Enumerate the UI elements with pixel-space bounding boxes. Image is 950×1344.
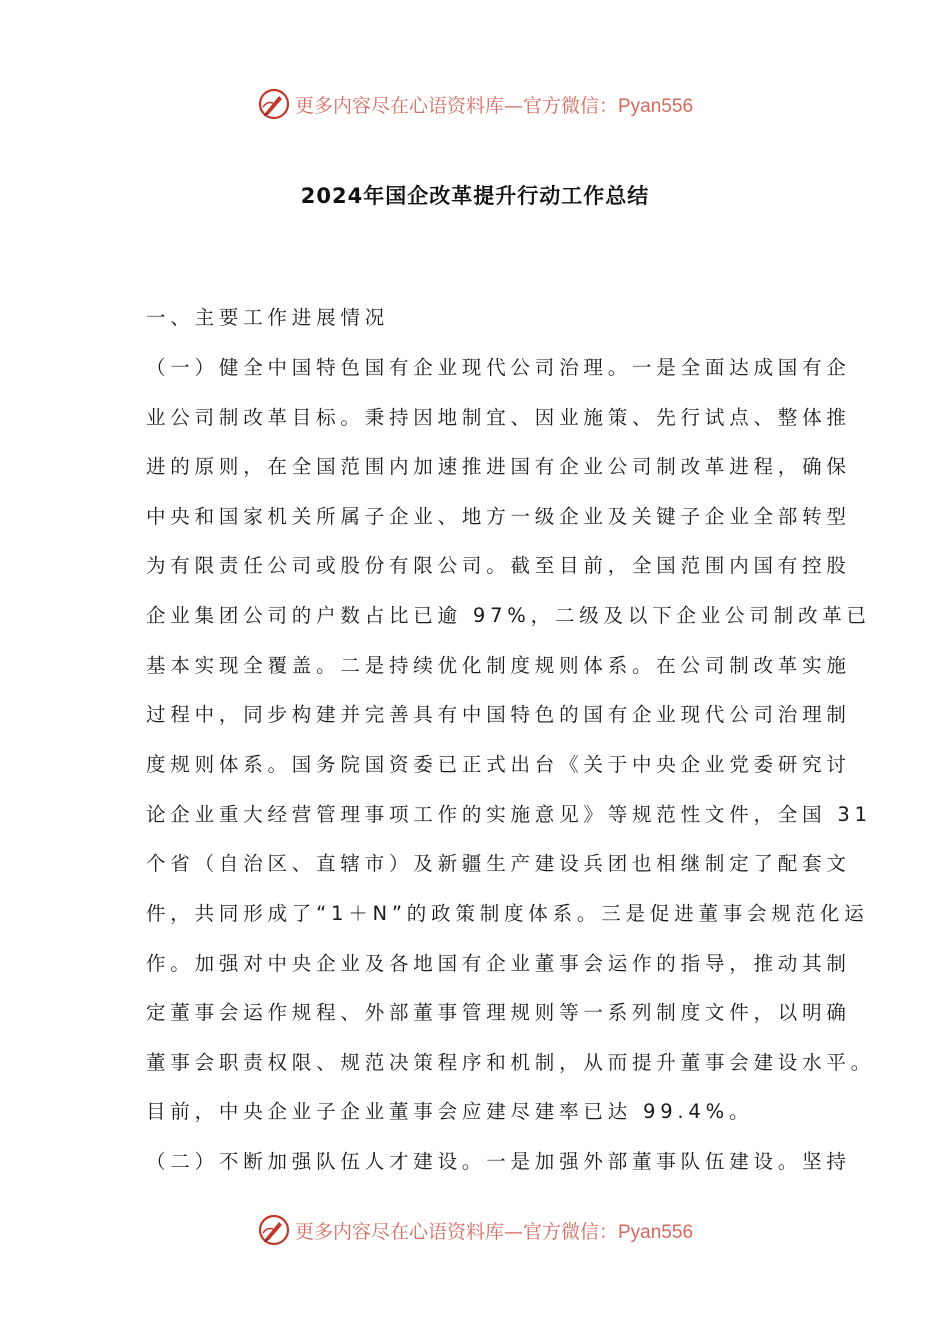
body-line: （一）健全中国特色国有企业现代公司治理。一是全面达成国有企 [146,356,851,379]
body-line: 定董事会运作规程、外部董事管理规则等一系列制度文件，以明确 [146,1001,851,1024]
body-line: 董事会职责权限、规范决策程序和机制，从而提升董事会建设水平。 [146,1051,876,1074]
pen-logo-icon [257,87,291,121]
watermark-text: 更多内容尽在心语资料库—官方微信：Pyan556 [294,94,694,117]
body-line: 中央和国家机关所属子企业、地方一级企业及关键子企业全部转型 [146,505,851,528]
watermark-banner-bottom [0,1210,950,1250]
body-line: 目前，中央企业子企业董事会应建尽建率已达 99.4%。 [146,1100,754,1123]
body-line: （二）不断加强队伍人才建设。一是加强外部董事队伍建设。坚持 [146,1150,851,1173]
section-heading: 一、主要工作进展情况 [146,306,390,329]
body-line: 作。加强对中央企业及各地国有企业董事会运作的指导，推动其制 [146,952,851,975]
body-line: 度规则体系。国务院国资委已正式出台《关于中央企业党委研究讨 [146,753,851,776]
pen-logo-icon [257,1213,291,1247]
wechat-id: Pyan556 [618,95,694,117]
watermark-banner-top [0,84,950,124]
document-title: 2024年国企改革提升行动工作总结 [300,184,650,208]
body-line: 企业集团公司的户数占比已逾 97%，二级及以下企业公司制改革已 [146,604,871,627]
wechat-id: Pyan556 [618,1221,694,1243]
body-line: 业公司制改革目标。秉持因地制宜、因业施策、先行试点、整体推 [146,406,851,429]
body-line: 论企业重大经营管理事项工作的实施意见》等规范性文件，全国 31 [146,803,872,826]
body-line: 为有限责任公司或股份有限公司。截至目前，全国范围内国有控股 [146,554,851,577]
body-line: 基本实现全覆盖。二是持续优化制度规则体系。在公司制改革实施 [146,654,851,677]
body-line: 过程中，同步构建并完善具有中国特色的国有企业现代公司治理制 [146,703,851,726]
body-line: 件，共同形成了“1＋N”的政策制度体系。三是促进董事会规范化运 [146,902,869,925]
watermark-text: 更多内容尽在心语资料库—官方微信：Pyan556 [294,1220,694,1243]
body-line: 进的原则，在全国范围内加速推进国有企业公司制改革进程，确保 [146,455,851,478]
body-line: 个省（自治区、直辖市）及新疆生产建设兵团也相继制定了配套文 [146,852,851,875]
